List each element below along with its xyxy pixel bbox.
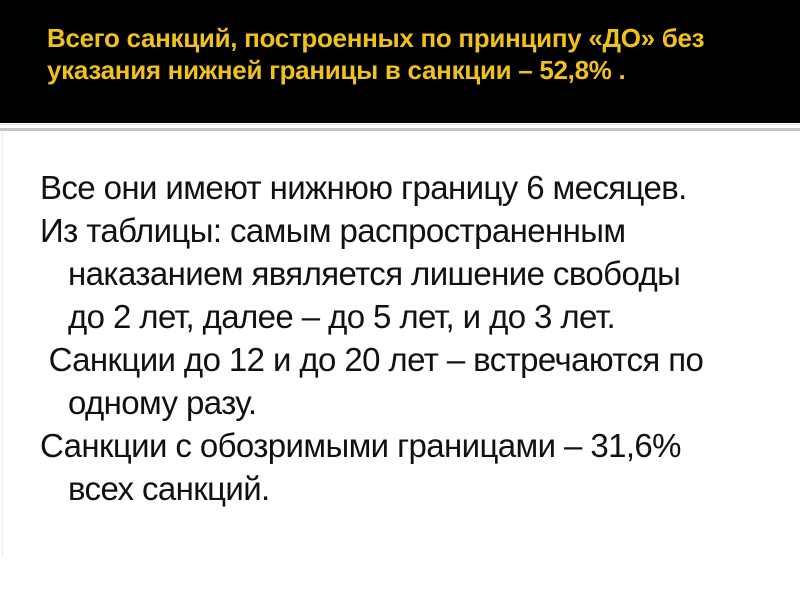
body-line: одному разу. [68, 384, 257, 421]
left-edge-line [2, 131, 3, 557]
slide-title [47, 22, 757, 86]
slide-body [40, 166, 780, 510]
body-line: Все они имеют нижнюю границу 6 месяцев. [40, 169, 687, 206]
header-separator-dark [0, 128, 800, 131]
slide-header [0, 0, 800, 123]
title-line-1: Всего санкций, построенных по принципу «ДО» без [47, 23, 705, 53]
body-line: наказанием явяляется лишение свободы [68, 255, 681, 292]
body-line: Из таблицы: самым распространенным [40, 212, 626, 249]
body-line: всех санкций. [68, 470, 270, 507]
title-line-2: указания нижней границы в санкции – 52,8% . [47, 55, 626, 85]
body-line: до 2 лет, далее – до 5 лет, и до 3 лет. [68, 298, 616, 335]
header-separator-light [0, 124, 800, 125]
body-line: Санкции до 12 и до 20 лет – встречаются по [40, 341, 704, 378]
body-line: Санкции с обозримыми границами – 31,6% [40, 427, 681, 464]
